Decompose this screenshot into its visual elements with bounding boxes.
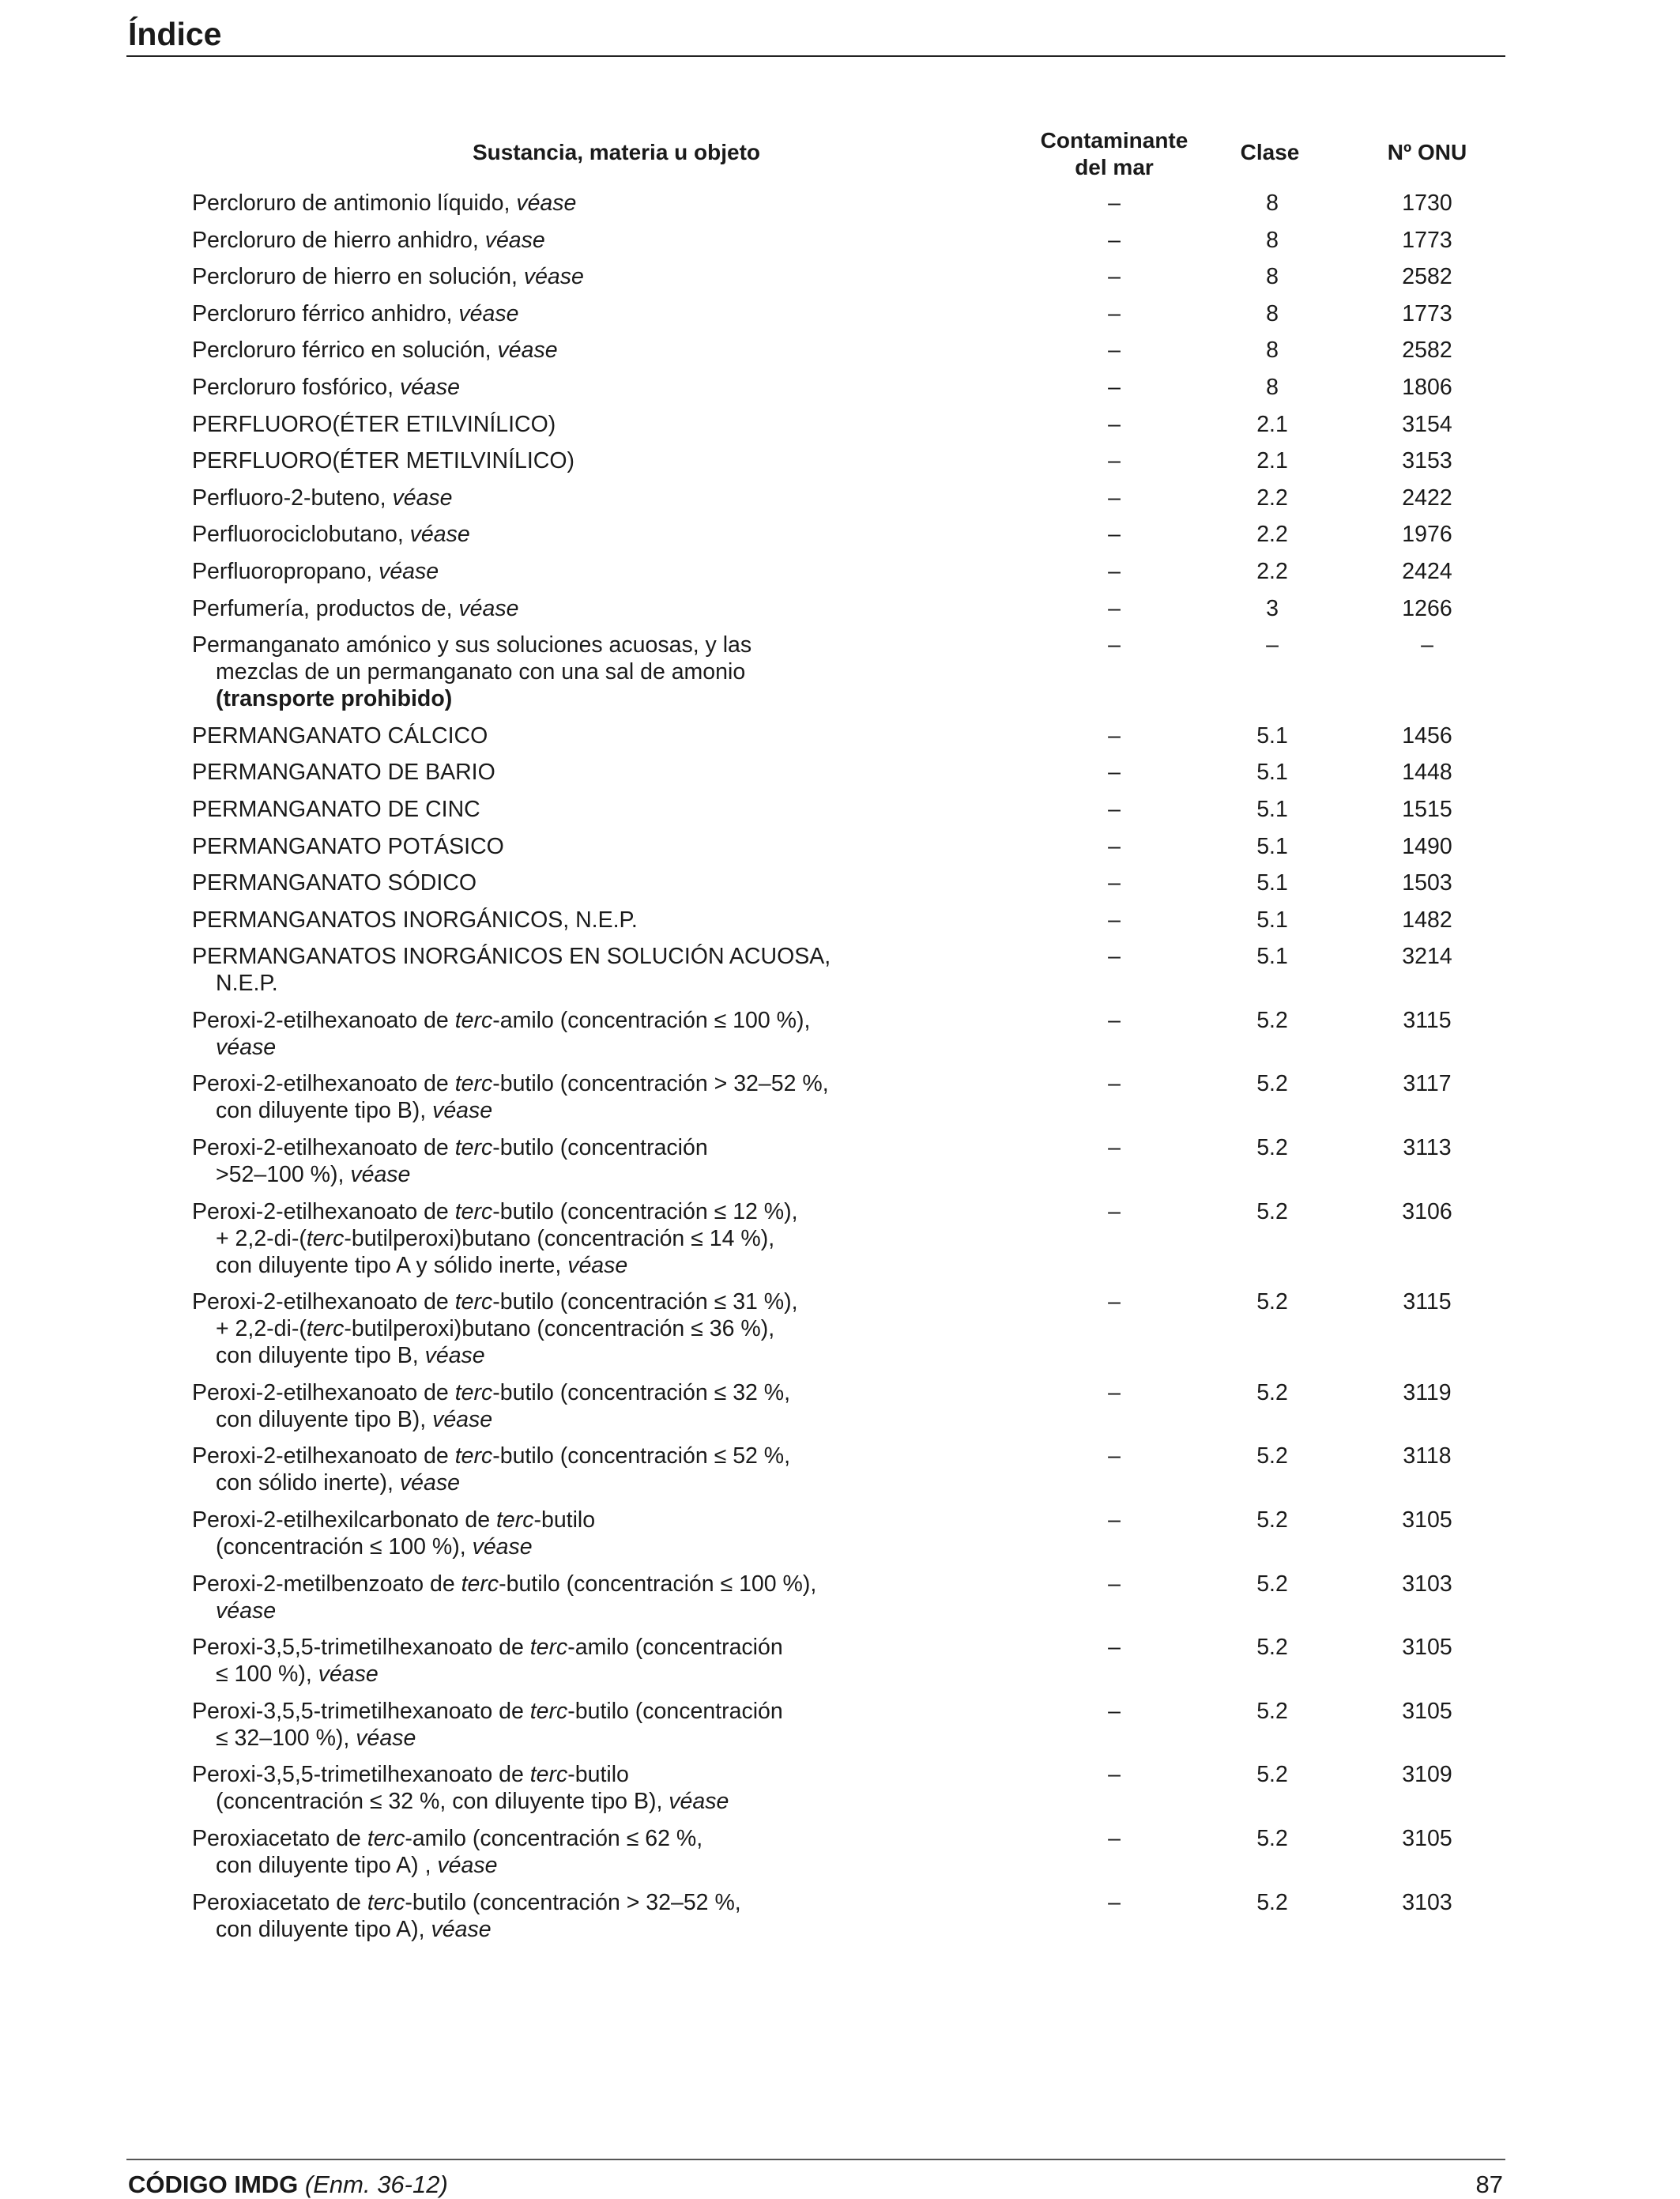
table-row (0, 411, 1680, 438)
marine-pollutant-cell: – (1108, 1443, 1121, 1469)
un-number-cell: 3115 (1403, 1289, 1452, 1315)
class-cell: 5.2 (1256, 1889, 1288, 1915)
substance-name-line: PERMANGANATO DE CINC (192, 796, 480, 822)
un-number-cell: 2582 (1402, 338, 1452, 364)
class-cell: 5.1 (1256, 722, 1288, 749)
class-cell: 3 (1266, 595, 1279, 621)
class-cell: 2.2 (1256, 522, 1288, 548)
see-reference: véase (356, 1725, 416, 1751)
table-row (0, 722, 1680, 749)
substance-name (192, 869, 872, 896)
see-reference: véase (379, 558, 439, 584)
un-number-cell: 1482 (1402, 907, 1452, 933)
substance-name-line: con diluyente tipo B), véase (216, 1406, 493, 1432)
substance-name-line: (transporte prohibido) (216, 686, 453, 712)
un-number-cell: 3106 (1402, 1198, 1452, 1224)
chemical-prefix: terc (367, 1889, 405, 1915)
substance-name-line: PERMANGANATO DE BARIO (192, 760, 495, 786)
substance-name (192, 1443, 872, 1496)
table-row (0, 1443, 1680, 1496)
table-row (0, 1070, 1680, 1124)
substance-name (192, 190, 872, 217)
marine-pollutant-cell: – (1108, 796, 1121, 822)
see-reference: véase (216, 1034, 277, 1060)
un-number-cell: 3118 (1403, 1443, 1452, 1469)
class-cell: 5.2 (1256, 1007, 1288, 1033)
substance-name (192, 759, 872, 786)
marine-pollutant-cell: – (1108, 1698, 1121, 1724)
un-number-cell: 3119 (1403, 1379, 1452, 1405)
substance-name (192, 263, 872, 290)
un-number-cell: 1806 (1402, 374, 1452, 400)
chemical-prefix: terc (495, 1507, 534, 1533)
footer-code (128, 2171, 448, 2199)
see-reference: véase (216, 1597, 277, 1624)
substance-name-line: Perfluorociclobutano, véase (192, 522, 470, 548)
see-reference: véase (424, 1343, 485, 1369)
table-row (0, 374, 1680, 401)
class-cell: 5.2 (1256, 1762, 1288, 1788)
table-row (0, 595, 1680, 622)
substance-name-line: Peroxi-2-etilhexanoato de terc-butilo (concentración (192, 1135, 708, 1161)
substance-name-line: Percloruro de antimonio líquido, véase (192, 190, 577, 216)
un-number-cell: 3109 (1402, 1762, 1452, 1788)
marine-pollutant-cell: – (1108, 522, 1121, 548)
class-cell: 5.2 (1256, 1379, 1288, 1405)
marine-pollutant-cell: – (1108, 1007, 1121, 1033)
substance-name (192, 1571, 872, 1624)
substance-name (192, 521, 872, 548)
substance-name-line (192, 1034, 872, 1061)
table-row (0, 521, 1680, 548)
see-reference: véase (669, 1789, 729, 1815)
class-cell: 5.2 (1256, 1826, 1288, 1851)
footer-code-name: CÓDIGO IMDG (128, 2171, 299, 2198)
see-reference: véase (484, 227, 545, 253)
substance-name-line: Peroxi-2-metilbenzoato de terc-butilo (concentración ≤ 100 %), (192, 1571, 817, 1597)
table-row (0, 190, 1680, 217)
un-number-cell: 3154 (1402, 411, 1452, 437)
substance-name-line: N.E.P. (216, 971, 278, 997)
substance-name-line: con diluyente tipo A), véase (216, 1916, 492, 1942)
substance-name (192, 227, 872, 254)
table-row (0, 1571, 1680, 1624)
marine-pollutant-cell: – (1108, 1571, 1121, 1597)
substance-name-line: PERFLUORO(ÉTER METILVINÍLICO) (192, 448, 575, 474)
chemical-prefix: terc (529, 1635, 568, 1661)
class-cell: 8 (1266, 300, 1279, 326)
substance-name (192, 447, 872, 474)
marine-pollutant-cell: – (1108, 558, 1121, 584)
table-row (0, 907, 1680, 934)
substance-name-line: con sólido inerte), véase (216, 1470, 460, 1496)
substance-name-line: >52–100 %), véase (216, 1162, 411, 1188)
marine-pollutant-cell: – (1108, 485, 1121, 511)
substance-name (192, 485, 872, 511)
table-row (0, 1634, 1680, 1688)
marine-pollutant-cell: – (1108, 1889, 1121, 1915)
un-number-cell: 2422 (1402, 485, 1452, 511)
table-row (0, 1379, 1680, 1433)
substance-name-line: con diluyente tipo A y sólido inerte, véase (216, 1252, 628, 1278)
class-cell: 5.2 (1256, 1135, 1288, 1161)
see-reference: véase (458, 300, 519, 326)
substance-name (192, 1007, 872, 1061)
class-cell: 5.1 (1256, 907, 1288, 933)
chemical-prefix: terc (306, 1225, 345, 1251)
column-header-marine-line2: del mar (1075, 155, 1154, 179)
substance-name-line: Peroxi-3,5,5-trimetilhexanoato de terc-butilo (concentración (192, 1698, 783, 1724)
substance-name-line: Peroxi-2-etilhexilcarbonato de terc-butilo (192, 1507, 596, 1533)
un-number-cell: 2424 (1402, 558, 1452, 584)
chemical-prefix: terc (529, 1762, 568, 1788)
class-cell: 5.1 (1256, 870, 1288, 896)
column-header-marine-line1: Contaminante (1040, 128, 1188, 153)
un-number-cell: 1515 (1402, 796, 1452, 822)
marine-pollutant-cell: – (1108, 190, 1121, 216)
substance-name-line: PERMANGANATO POTÁSICO (192, 833, 504, 859)
class-cell: 5.2 (1256, 1571, 1288, 1597)
un-number-cell: 1490 (1402, 833, 1452, 859)
table-row (0, 1698, 1680, 1752)
substance-name-line: ≤ 100 %), véase (216, 1662, 379, 1688)
table-row (0, 1507, 1680, 1560)
table-row (0, 227, 1680, 254)
un-number-cell: 3105 (1402, 1698, 1452, 1724)
substance-name-line: ≤ 32–100 %), véase (216, 1725, 416, 1751)
index-table-body (0, 190, 1680, 1952)
substance-name-line: Percloruro férrico en solución, véase (192, 338, 558, 364)
un-number-cell: 1773 (1402, 227, 1452, 253)
substance-name (192, 1634, 872, 1688)
substance-name-line: Peroxi-3,5,5-trimetilhexanoato de terc-butilo (192, 1762, 629, 1788)
class-cell: 5.2 (1256, 1071, 1288, 1097)
class-cell: 2.1 (1256, 411, 1288, 437)
marine-pollutant-cell: – (1108, 300, 1121, 326)
marine-pollutant-cell: – (1108, 1826, 1121, 1851)
substance-name-line: Peroxiacetato de terc-amilo (concentración ≤ 62 %, (192, 1826, 703, 1851)
substance-name-line: con diluyente tipo B, véase (216, 1343, 485, 1369)
table-row (0, 263, 1680, 290)
column-header-un-number: Nº ONU (1387, 140, 1467, 164)
substance-name-line: PERMANGANATO SÓDICO (192, 870, 477, 896)
class-cell: 5.2 (1256, 1443, 1288, 1469)
marine-pollutant-cell: – (1108, 264, 1121, 290)
substance-name-line: Peroxi-2-etilhexanoato de terc-butilo (concentración ≤ 31 %), (192, 1289, 798, 1315)
substance-name-line: Peroxi-2-etilhexanoato de terc-butilo (concentración ≤ 52 %, (192, 1443, 791, 1469)
substance-name (192, 796, 872, 823)
see-reference: véase (431, 1916, 492, 1942)
un-number-cell: 1730 (1402, 190, 1452, 216)
chemical-prefix: terc (529, 1698, 568, 1724)
substance-name (192, 1507, 872, 1560)
class-cell: 2.2 (1256, 558, 1288, 584)
substance-name (192, 1825, 872, 1879)
un-number-cell: 3103 (1402, 1571, 1452, 1597)
see-reference: véase (399, 1470, 460, 1496)
marine-pollutant-cell: – (1108, 632, 1121, 658)
substance-name-line: PERFLUORO(ÉTER ETILVINÍLICO) (192, 411, 556, 437)
marine-pollutant-cell: – (1108, 1198, 1121, 1224)
see-reference: véase (497, 338, 558, 364)
un-number-cell: 3105 (1402, 1826, 1452, 1851)
un-number-cell: 3214 (1402, 944, 1452, 970)
chemical-prefix: terc (306, 1316, 345, 1342)
class-cell: 5.2 (1256, 1289, 1288, 1315)
marine-pollutant-cell: – (1108, 338, 1121, 364)
class-cell: 5.2 (1256, 1635, 1288, 1661)
substance-name (192, 1070, 872, 1124)
substance-name-line: Permanganato amónico y sus soluciones acuosas, y las (192, 632, 752, 658)
marine-pollutant-cell: – (1108, 1762, 1121, 1788)
marine-pollutant-cell: – (1108, 1635, 1121, 1661)
substance-name (192, 337, 872, 364)
see-reference: véase (409, 522, 470, 548)
header-divider (126, 55, 1505, 57)
marine-pollutant-cell: – (1108, 870, 1121, 896)
table-row (0, 943, 1680, 997)
class-cell: 2.2 (1256, 485, 1288, 511)
see-reference: véase (516, 190, 577, 216)
marine-pollutant-cell: – (1108, 1071, 1121, 1097)
page-title: Índice (128, 16, 222, 52)
un-number-cell: 1976 (1402, 522, 1452, 548)
substance-name-line: (concentración ≤ 100 %), véase (216, 1534, 533, 1560)
substance-name (192, 632, 872, 712)
table-row (0, 1198, 1680, 1279)
see-reference: véase (318, 1662, 379, 1688)
substance-name-line: Percloruro de hierro en solución, véase (192, 264, 584, 290)
class-cell: 5.2 (1256, 1507, 1288, 1533)
substance-name-line: Peroxiacetato de terc-butilo (concentración > 32–52 %, (192, 1889, 741, 1915)
substance-name-line: con diluyente tipo A) , véase (216, 1853, 498, 1878)
substance-name-line: Peroxi-2-etilhexanoato de terc-amilo (concentración ≤ 100 %), (192, 1007, 811, 1033)
see-reference: véase (399, 374, 460, 400)
see-reference: véase (350, 1162, 411, 1188)
marine-pollutant-cell: – (1108, 448, 1121, 474)
substance-name (192, 722, 872, 749)
see-reference: véase (567, 1252, 628, 1278)
table-row (0, 1825, 1680, 1879)
table-row (0, 759, 1680, 786)
substance-name (192, 1134, 872, 1188)
un-number-cell: – (1421, 632, 1433, 658)
marine-pollutant-cell: – (1108, 907, 1121, 933)
substance-name (192, 595, 872, 622)
substance-name-line: Perfluoro-2-buteno, véase (192, 485, 453, 511)
un-number-cell: 1448 (1402, 760, 1452, 786)
substance-name (192, 1698, 872, 1752)
table-row (0, 1134, 1680, 1188)
un-number-cell: 2582 (1402, 264, 1452, 290)
chemical-prefix: terc (461, 1571, 499, 1597)
chemical-prefix: terc (454, 1135, 493, 1161)
chemical-prefix: terc (367, 1826, 405, 1851)
un-number-cell: 3103 (1402, 1889, 1452, 1915)
class-cell: 8 (1266, 374, 1279, 400)
class-cell: 5.1 (1256, 796, 1288, 822)
see-reference: véase (432, 1406, 493, 1432)
substance-name (192, 1198, 872, 1279)
substance-name-line: PERMANGANATOS INORGÁNICOS EN SOLUCIÓN ACUOSA, (192, 944, 831, 970)
substance-name-line: Percloruro férrico anhidro, véase (192, 300, 519, 326)
un-number-cell: 3117 (1403, 1071, 1452, 1097)
table-row (0, 1288, 1680, 1369)
see-reference: véase (432, 1098, 493, 1124)
substance-name-line: Peroxi-3,5,5-trimetilhexanoato de terc-amilo (concentración (192, 1635, 783, 1661)
chemical-prefix: terc (454, 1198, 493, 1224)
see-reference: véase (472, 1534, 533, 1560)
marine-pollutant-cell: – (1108, 411, 1121, 437)
table-row (0, 1889, 1680, 1943)
substance-name-line: Perfluoropropano, véase (192, 558, 439, 584)
marine-pollutant-cell: – (1108, 1507, 1121, 1533)
column-header-marine-pollutant (1027, 127, 1201, 181)
class-cell: 5.1 (1256, 833, 1288, 859)
substance-name (192, 833, 872, 860)
substance-name (192, 411, 872, 438)
un-number-cell: 1503 (1402, 870, 1452, 896)
substance-name-line: Perfumería, productos de, véase (192, 595, 519, 621)
substance-name (192, 1761, 872, 1815)
un-number-cell: 1266 (1402, 595, 1452, 621)
un-number-cell: 3105 (1402, 1635, 1452, 1661)
substance-name (192, 943, 872, 997)
see-reference: véase (458, 595, 519, 621)
marine-pollutant-cell: – (1108, 833, 1121, 859)
table-row (0, 447, 1680, 474)
marine-pollutant-cell: – (1108, 1289, 1121, 1315)
substance-name (192, 558, 872, 585)
substance-name (192, 907, 872, 934)
footer-divider (126, 2159, 1505, 2160)
marine-pollutant-cell: – (1108, 595, 1121, 621)
substance-name-line: Peroxi-2-etilhexanoato de terc-butilo (concentración > 32–52 %, (192, 1071, 829, 1097)
page-number: 87 (1475, 2171, 1503, 2198)
footer-edition: (Enm. 36-12) (304, 2171, 448, 2198)
table-row (0, 485, 1680, 511)
chemical-prefix: terc (454, 1379, 493, 1405)
column-header-substance: Sustancia, materia u objeto (472, 140, 761, 164)
see-reference: véase (523, 264, 584, 290)
marine-pollutant-cell: – (1108, 1135, 1121, 1161)
substance-name (192, 1379, 872, 1433)
table-row (0, 796, 1680, 823)
table-row (0, 833, 1680, 860)
chemical-prefix: terc (454, 1443, 493, 1469)
un-number-cell: 3115 (1403, 1007, 1452, 1033)
un-number-cell: 3153 (1402, 448, 1452, 474)
substance-name-line: Peroxi-2-etilhexanoato de terc-butilo (concentración ≤ 32 %, (192, 1379, 791, 1405)
chemical-prefix: terc (454, 1071, 493, 1097)
table-row (0, 1761, 1680, 1815)
chemical-prefix: terc (454, 1007, 493, 1033)
marine-pollutant-cell: – (1108, 722, 1121, 749)
substance-name-line: mezclas de un permanganato con una sal de amonio (216, 659, 746, 685)
substance-name (192, 1889, 872, 1943)
marine-pollutant-cell: – (1108, 374, 1121, 400)
substance-name (192, 374, 872, 401)
table-row (0, 300, 1680, 327)
marine-pollutant-cell: – (1108, 1379, 1121, 1405)
substance-name (192, 1288, 872, 1369)
substance-name-line: + 2,2-di-(terc-butilperoxi)butano (concentración ≤ 36 %), (216, 1316, 775, 1342)
un-number-cell: 3105 (1402, 1507, 1452, 1533)
class-cell: 8 (1266, 264, 1279, 290)
class-cell: – (1266, 632, 1279, 658)
substance-name-line: con diluyente tipo B), véase (216, 1098, 493, 1124)
table-row (0, 869, 1680, 896)
table-row (0, 632, 1680, 712)
substance-name (192, 300, 872, 327)
column-header-class: Clase (1240, 140, 1300, 164)
marine-pollutant-cell: – (1108, 760, 1121, 786)
table-row (0, 337, 1680, 364)
un-number-cell: 1773 (1402, 300, 1452, 326)
substance-name-line: PERMANGANATOS INORGÁNICOS, N.E.P. (192, 907, 638, 933)
substance-name-line: Percloruro de hierro anhidro, véase (192, 227, 545, 253)
marine-pollutant-cell: – (1108, 227, 1121, 253)
see-reference: véase (392, 485, 453, 511)
table-row (0, 558, 1680, 585)
class-cell: 5.1 (1256, 944, 1288, 970)
substance-name-line: Peroxi-2-etilhexanoato de terc-butilo (concentración ≤ 12 %), (192, 1198, 798, 1224)
class-cell: 8 (1266, 227, 1279, 253)
class-cell: 8 (1266, 190, 1279, 216)
substance-name-line (192, 1597, 872, 1624)
class-cell: 5.1 (1256, 760, 1288, 786)
un-number-cell: 1456 (1402, 722, 1452, 749)
class-cell: 2.1 (1256, 448, 1288, 474)
class-cell: 5.2 (1256, 1198, 1288, 1224)
un-number-cell: 3113 (1403, 1135, 1452, 1161)
substance-name-line: PERMANGANATO CÁLCICO (192, 722, 488, 749)
class-cell: 8 (1266, 338, 1279, 364)
substance-name-line: Percloruro fosfórico, véase (192, 374, 460, 400)
chemical-prefix: terc (454, 1289, 493, 1315)
substance-name-line: + 2,2-di-(terc-butilperoxi)butano (concentración ≤ 14 %), (216, 1225, 775, 1251)
table-row (0, 1007, 1680, 1061)
see-reference: véase (437, 1853, 498, 1878)
marine-pollutant-cell: – (1108, 944, 1121, 970)
substance-name-line: (concentración ≤ 32 %, con diluyente tipo B), véase (216, 1789, 729, 1815)
class-cell: 5.2 (1256, 1698, 1288, 1724)
